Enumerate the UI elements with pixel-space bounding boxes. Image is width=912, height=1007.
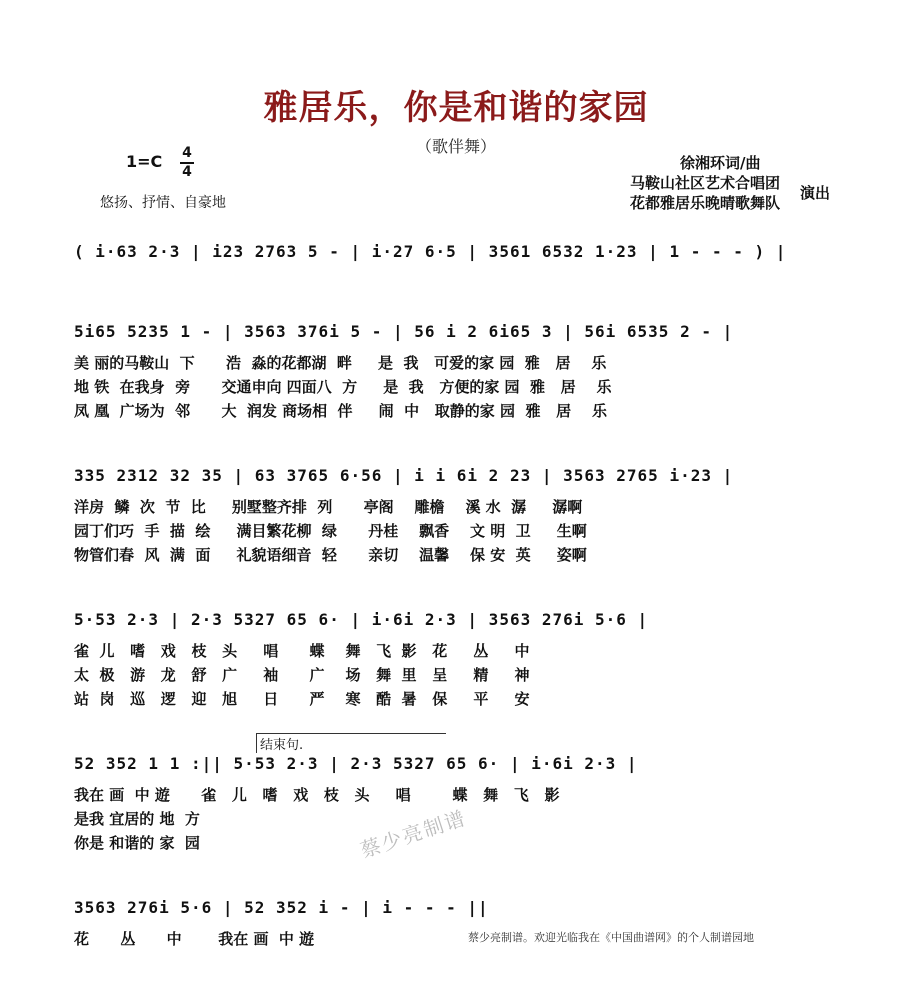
- credit-performance: 演出: [800, 184, 831, 202]
- tempo-marking: 悠扬、抒情、自豪地: [100, 195, 226, 211]
- notation-line: 52 352 1 1 :|| 5·53 2·3 | 2·3 5327 65 6· | i·6i 2·3 |: [74, 754, 638, 773]
- ending-marker: 结束句.: [256, 733, 446, 753]
- staff-intro: [74, 242, 834, 272]
- notation-line: 5·53 2·3 | 2·3 5327 65 6· | i·6i 2·3 | 3563 276i 5·6 |: [74, 610, 649, 629]
- credit-performer-2: 花都雅居乐晚晴歌舞队: [630, 194, 781, 212]
- song-title: 雅居乐，你是和谐的家园: [263, 88, 649, 128]
- lyric-verse-2: 太 极 游 龙 舒 广 袖 广 场 舞 里 呈 精 神: [74, 666, 530, 684]
- staff-line-1: [74, 322, 834, 422]
- lyric-verse-1: 雀 儿 嗜 戏 枝 头 唱 蝶 舞 飞 影 花 丛 中: [74, 642, 530, 660]
- notation-line: 335 2312 32 35 | 63 3765 6·56 | i i 6i 2 23 | 3563 2765 i·23 |: [74, 466, 734, 485]
- lyric-verse-2: 是我 宜居的 地 方: [74, 810, 200, 828]
- notation-line: 5i65 5235 1 - | 3563 376i 5 - | 56 i 2 6i65 3 | 56i 6535 2 - |: [74, 322, 734, 341]
- song-subtitle: （歌伴舞）: [415, 137, 496, 156]
- lyric-verse-1: 洋房 鳞 次 节 比 别墅整齐排 列 亭阁 雕檐 溪 水 潺 潺啊: [74, 498, 583, 516]
- time-signature: [180, 146, 194, 180]
- lyric-verse-2: 园丁们巧 手 描 绘 满目繁花柳 绿 丹桂 飘香 文 明 卫 生啊: [74, 522, 587, 540]
- time-signature-bottom: 4: [182, 164, 192, 180]
- notation-line: 3563 276i 5·6 | 52 352 i - | i - - - ||: [74, 898, 489, 917]
- lyric-verse-3: 站 岗 巡 逻 迎 旭 日 严 寒 酷 暑 保 平 安: [74, 690, 530, 708]
- credit-performer-1: 马鞍山社区艺术合唱团: [630, 174, 781, 192]
- credit-composer: 徐湘环词/曲: [680, 154, 761, 172]
- staff-line-2: [74, 466, 834, 566]
- key-signature: 1=C: [126, 152, 163, 171]
- footer-note: 蔡少亮制谱。欢迎光临我在《中国曲谱网》的个人制谱园地: [468, 931, 754, 944]
- lyric-verse-3: 凤 凰 广场为 邻 大 润发 商场相 伴 闹 中 取静的家 园 雅 居 乐: [74, 402, 608, 420]
- lyric-verse-2: 地 铁 在我身 旁 交通申向 四面八 方 是 我 方便的家 园 雅 居 乐: [74, 378, 612, 396]
- lyric-verse-1: 美 丽的马鞍山 下 浩 淼的花都湖 畔 是 我 可爱的家 园 雅 居 乐: [74, 354, 607, 372]
- staff-line-5: [74, 898, 834, 958]
- notation-line: ( i·63 2·3 | i23 2763 5 - | i·27 6·5 | 3561 6532 1·23 | 1 - - - ) |: [74, 242, 787, 261]
- staff-line-3: [74, 610, 834, 710]
- lyric-verse-1: 花 丛 中 我在 画 中 遊: [74, 930, 315, 948]
- lyric-verse-3: 物管们春 风 满 面 礼貌语细音 轻 亲切 温馨 保 安 英 姿啊: [74, 546, 587, 564]
- lyric-verse-3: 你是 和谐的 家 园: [74, 834, 200, 852]
- lyric-verse-1: 我在 画 中 遊 雀 儿 嗜 戏 枝 头 唱 蝶 舞 飞 影: [74, 786, 560, 804]
- watermark: 蔡少亮制谱: [357, 805, 470, 863]
- time-signature-top: 4: [182, 145, 192, 161]
